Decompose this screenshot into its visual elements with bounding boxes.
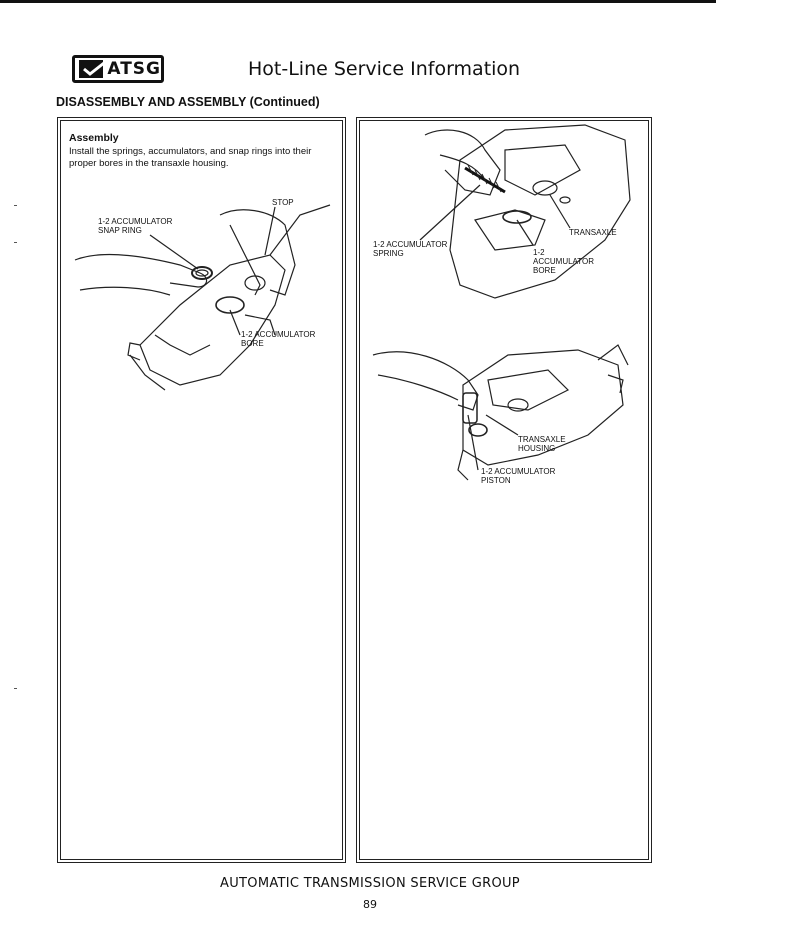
callout-bore-line1: 1-2 <box>533 248 545 257</box>
callout-housing-line2: HOUSING <box>518 444 556 453</box>
callout-spring-line1: 1-2 ACCUMULATOR <box>373 240 448 249</box>
callout-bore-line3: BORE <box>533 266 556 275</box>
callout-housing-line1: TRANSAXLE <box>518 435 566 444</box>
assembly-instructions: Install the springs, accumulators, and snap rings into their proper bores in the transaxle housing. <box>69 146 312 169</box>
callout-snap-ring <box>98 217 172 235</box>
callout-piston-line2: PISTON <box>481 476 511 485</box>
margin-tick <box>14 205 17 206</box>
section-heading: DISASSEMBLY AND ASSEMBLY (Continued) <box>56 95 320 109</box>
callout-snap-ring-line2: SNAP RING <box>98 226 142 235</box>
callout-accumulator-spring <box>373 240 447 258</box>
callout-stop: STOP <box>272 198 294 207</box>
callout-transaxle: TRANSAXLE <box>569 228 617 237</box>
callout-bore-line1: 1-2 ACCUMULATOR <box>241 330 316 339</box>
atsg-logo <box>72 55 164 83</box>
callout-accumulator-bore <box>533 248 594 275</box>
margin-tick <box>14 242 17 243</box>
callout-accumulator-piston <box>481 467 555 485</box>
callout-piston-line1: 1-2 ACCUMULATOR <box>481 467 556 476</box>
callout-spring-line2: SPRING <box>373 249 404 258</box>
assembly-title: Assembly <box>69 132 119 144</box>
page-number: 89 <box>363 898 377 911</box>
callout-bore <box>241 330 315 348</box>
callout-transaxle-housing <box>518 435 566 453</box>
callout-bore-line2: ACCUMULATOR <box>533 257 595 266</box>
logo-text: ATSG <box>107 59 161 79</box>
callout-snap-ring-line1: 1-2 ACCUMULATOR <box>98 217 173 226</box>
top-rule <box>0 0 716 3</box>
margin-tick <box>14 688 17 689</box>
checkmark-icon <box>79 60 103 78</box>
page-header-title: Hot-Line Service Information <box>248 58 521 80</box>
accumulator-spring-illustration <box>365 120 645 305</box>
footer-organization: AUTOMATIC TRANSMISSION SERVICE GROUP <box>220 876 520 891</box>
callout-bore-line2: BORE <box>241 339 264 348</box>
